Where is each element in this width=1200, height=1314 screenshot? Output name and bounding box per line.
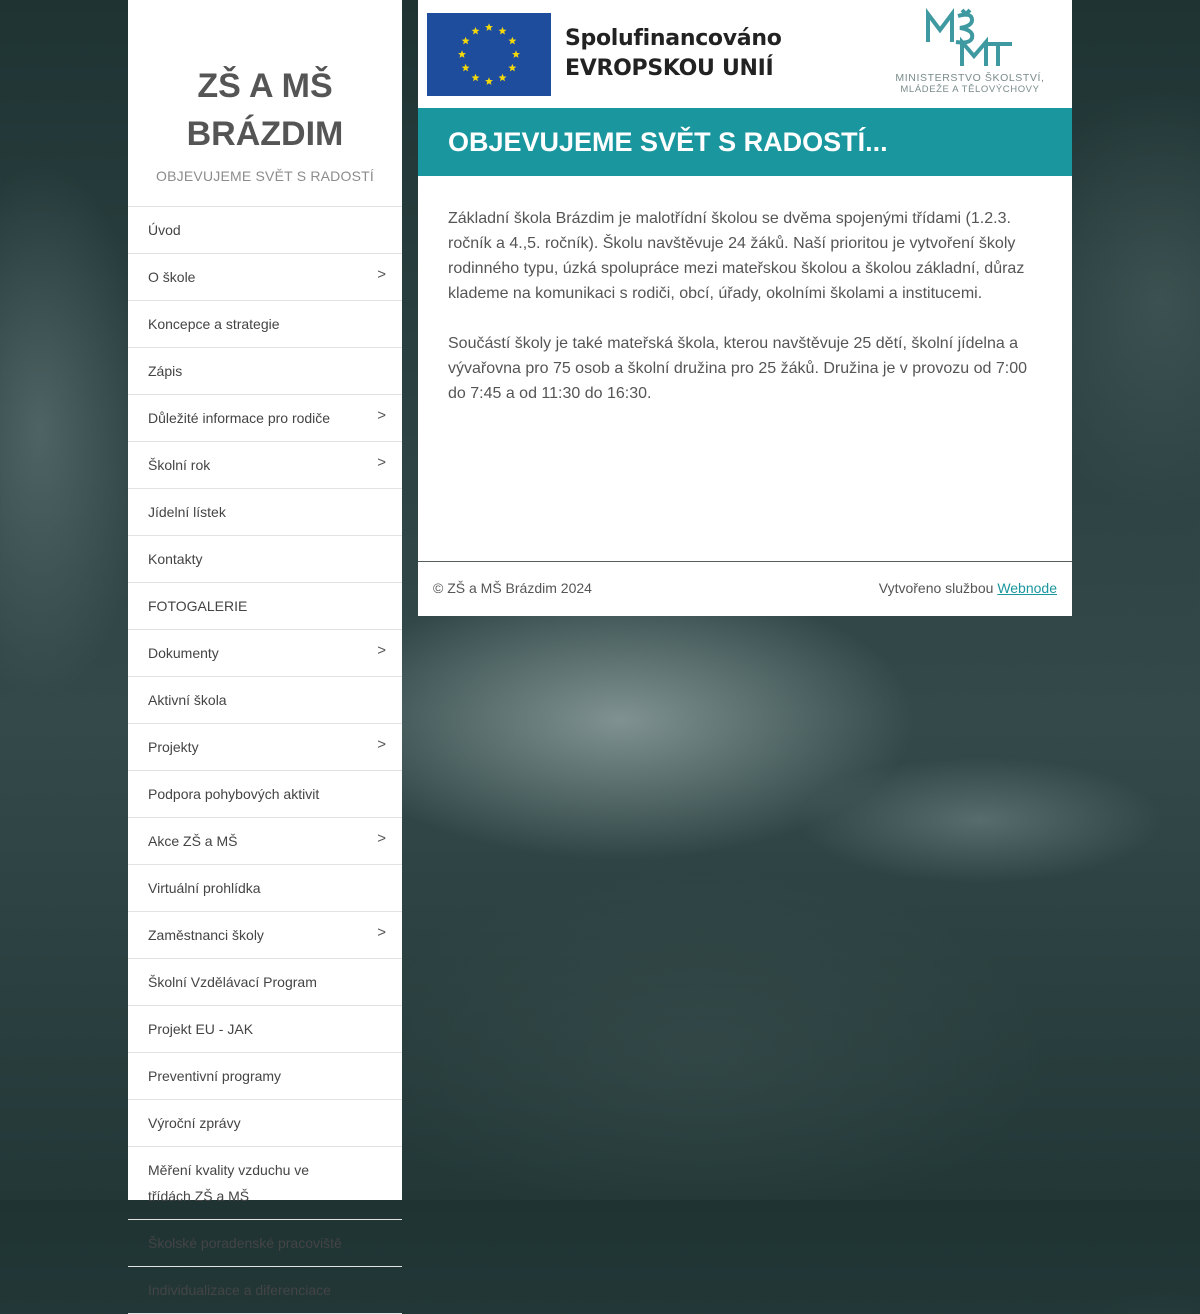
- sidebar-item-label: Úvod: [148, 222, 181, 238]
- sidebar-item-label: Výroční zprávy: [148, 1115, 241, 1131]
- sidebar-item[interactable]: [128, 395, 402, 442]
- chevron-right-icon[interactable]: >: [377, 266, 386, 283]
- msmt-mark-icon: [880, 8, 1060, 70]
- sidebar-item[interactable]: [128, 301, 402, 348]
- sidebar-item[interactable]: [128, 583, 402, 630]
- sidebar-item-label: Zápis: [148, 363, 183, 379]
- sidebar-item-label: Důležité informace pro rodiče: [148, 410, 331, 426]
- copyright-text: © ZŠ a MŠ Brázdim 2024: [433, 580, 592, 596]
- footer: [418, 562, 1072, 615]
- sidebar-item[interactable]: [128, 489, 402, 536]
- chevron-right-icon[interactable]: >: [377, 924, 386, 941]
- sidebar-item-label: Měření kvality vzduchu ve třídách ZŠ a MŠ: [148, 1162, 310, 1204]
- intro-paragraph: Základní škola Brázdim je malotřídní školou se dvěma spojenými třídami (1.2.3. ročník a 4.,5. ročník). Školu navštěvuje 24 žáků. Naší prioritou je vytvoření školy rodinného typu, úzká spolupráce mezi mateřskou školou a školou základní, důraz klademe na komunikaci s rodiči, obcí, úřady, okolními školami a institucemi.: [448, 210, 1025, 302]
- sidebar-item[interactable]: [128, 1100, 402, 1147]
- sidebar-item[interactable]: [128, 1147, 402, 1220]
- sidebar-item-label: Zaměstnanci školy: [148, 927, 264, 943]
- site-brand[interactable]: [128, 0, 402, 207]
- sidebar-item[interactable]: [128, 1053, 402, 1100]
- chevron-right-icon[interactable]: >: [377, 407, 386, 424]
- sidebar-item[interactable]: [128, 677, 402, 724]
- sidebar-item-label: O škole: [148, 269, 196, 285]
- logo-strip: [418, 0, 1072, 108]
- sidebar-item[interactable]: [128, 348, 402, 395]
- main-menu: [128, 207, 402, 1314]
- sidebar-item-label: Kontakty: [148, 551, 203, 567]
- site-title[interactable]: ZŠ A MŠ BRÁZDIM: [186, 67, 344, 153]
- msmt-line-1: MINISTERSTVO ŠKOLSTVÍ,: [895, 72, 1045, 84]
- sidebar-item-label: Aktivní škola: [148, 692, 227, 708]
- chevron-right-icon[interactable]: >: [377, 736, 386, 753]
- sidebar-item-label: Akce ZŠ a MŠ: [148, 833, 238, 849]
- article-body: [418, 176, 1072, 562]
- made-by-text: Vytvořeno službou: [878, 580, 994, 596]
- eu-line-1: Spolufinancováno: [565, 26, 782, 51]
- chevron-right-icon[interactable]: >: [377, 642, 386, 659]
- chevron-right-icon[interactable]: >: [377, 830, 386, 847]
- sidebar-item-label: Koncepce a strategie: [148, 316, 280, 332]
- sidebar-item-label: Podpora pohybových aktivit: [148, 786, 320, 802]
- sidebar-item-label: Školní rok: [148, 457, 211, 473]
- sidebar-item-label: Preventivní programy: [148, 1068, 282, 1084]
- eu-flag-icon: [427, 13, 551, 96]
- site-subtitle: OBJEVUJEME SVĚT S RADOSTÍ: [156, 168, 374, 184]
- sidebar-item-label: Projekty: [148, 739, 199, 755]
- sidebar-item[interactable]: [128, 1006, 402, 1053]
- sidebar-item-label: Jídelní lístek: [148, 504, 226, 520]
- sidebar-item-label: Virtuální prohlídka: [148, 880, 261, 896]
- sidebar-item[interactable]: [128, 630, 402, 677]
- sidebar-item[interactable]: [128, 254, 402, 301]
- sidebar-item[interactable]: [128, 771, 402, 818]
- sidebar-item[interactable]: [128, 536, 402, 583]
- sidebar-item-label: Individualizace a diferenciace: [148, 1282, 331, 1298]
- sidebar-item-label: Školní Vzdělávací Program: [148, 974, 317, 990]
- sidebar-item-label: Projekt EU - JAK: [148, 1021, 254, 1037]
- main-content: [418, 0, 1072, 616]
- made-by: [879, 580, 1057, 596]
- sidebar-item[interactable]: [128, 912, 402, 959]
- msmt-line-2: MLÁDEŽE A TĚLOVÝCHOVY: [900, 84, 1040, 95]
- webnode-link[interactable]: Webnode: [997, 580, 1057, 596]
- sidebar-item[interactable]: [128, 1220, 402, 1267]
- sidebar-item[interactable]: [128, 959, 402, 1006]
- sidebar-item[interactable]: [128, 207, 402, 254]
- page-title-banner: OBJEVUJEME SVĚT S RADOSTÍ...: [418, 108, 1072, 176]
- msmt-logo: [880, 8, 1060, 98]
- sidebar-item-label: Školské poradenské pracoviště: [148, 1235, 342, 1251]
- sidebar-item[interactable]: [128, 724, 402, 771]
- chevron-right-icon[interactable]: >: [377, 454, 386, 471]
- sidebar: [128, 0, 402, 1298]
- eu-line-2: EVROPSKOU UNIÍ: [565, 56, 774, 81]
- sidebar-item[interactable]: [128, 865, 402, 912]
- facilities-paragraph: Součástí školy je také mateřská škola, kterou navštěvuje 25 dětí, školní jídelna a vývařovna pro 75 osob a školní družina pro 25 žáků. Družina je v provozu od 7:00 do 7:45 a od 11:30 do 16:30.: [448, 335, 1027, 402]
- eu-cofinanced-text: [565, 24, 782, 84]
- sidebar-item-label: Dokumenty: [148, 645, 219, 661]
- sidebar-item[interactable]: [128, 442, 402, 489]
- sidebar-item-label: FOTOGALERIE: [148, 598, 248, 614]
- sidebar-item[interactable]: [128, 818, 402, 865]
- sidebar-item[interactable]: [128, 1267, 402, 1314]
